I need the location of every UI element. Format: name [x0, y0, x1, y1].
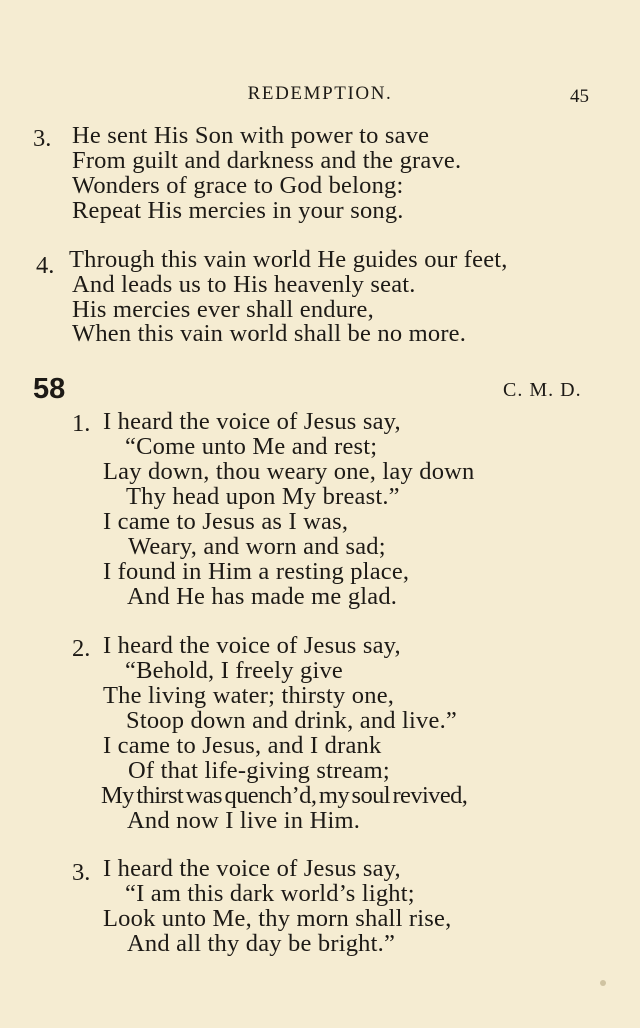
verse-line: Repeat His mercies in your song.	[72, 197, 404, 224]
verse-line: Through this vain world He guides our feet,	[69, 246, 508, 273]
verse-line: Look unto Me, thy morn shall rise,	[103, 905, 452, 932]
verse-line: I heard the voice of Jesus say,	[103, 855, 401, 882]
verse-line: “I am this dark world’s light;	[125, 880, 415, 907]
verse-line: “Behold, I freely give	[125, 657, 344, 684]
page-number: 45	[570, 86, 589, 107]
verse-line: Of that life-giving stream;	[128, 757, 390, 784]
verse-line: “Come unto Me and rest;	[125, 433, 378, 460]
verse-line: I came to Jesus as I was,	[103, 508, 349, 535]
verse-line: From guilt and darkness and the grave.	[72, 147, 462, 174]
verse-line: And all thy day be bright.”	[127, 930, 396, 957]
verse-number: 3.	[72, 859, 91, 886]
verse-line: Thy head upon My breast.”	[126, 483, 400, 510]
verse-line: I heard the voice of Jesus say,	[103, 408, 401, 435]
verse-line: I heard the voice of Jesus say,	[103, 632, 401, 659]
verse-line: And now I live in Him.	[127, 807, 361, 834]
verse-number: 3.	[33, 125, 52, 152]
verse-line: Weary, and worn and sad;	[128, 533, 386, 560]
hymn-meter: C. M. D.	[503, 379, 582, 401]
verse-line: He sent His Son with power to save	[72, 122, 430, 149]
verse-number: 2.	[72, 635, 91, 662]
verse-number: 4.	[36, 252, 55, 279]
verse-line: Wonders of grace to God belong:	[72, 172, 404, 199]
verse-line: And leads us to His heavenly seat.	[72, 271, 416, 298]
verse-line: When this vain world shall be no more.	[72, 320, 467, 347]
verse-line: My thirst was quench’d, my soul revived,	[101, 782, 468, 809]
verse-line: Stoop down and drink, and live.”	[126, 707, 457, 734]
verse-line: The living water; thirsty one,	[103, 682, 395, 709]
running-header: REDEMPTION.	[247, 83, 393, 104]
verse-line: I came to Jesus, and I drank	[103, 732, 382, 759]
verse-line: And He has made me glad.	[127, 583, 398, 610]
paper-speck	[600, 980, 606, 986]
verse-line: I found in Him a resting place,	[103, 558, 410, 585]
hymn-number: 58	[33, 373, 66, 405]
verse-line: Lay down, thou weary one, lay down	[103, 458, 475, 485]
verse-line: His mercies ever shall endure,	[72, 296, 374, 323]
verse-number: 1.	[72, 410, 91, 437]
